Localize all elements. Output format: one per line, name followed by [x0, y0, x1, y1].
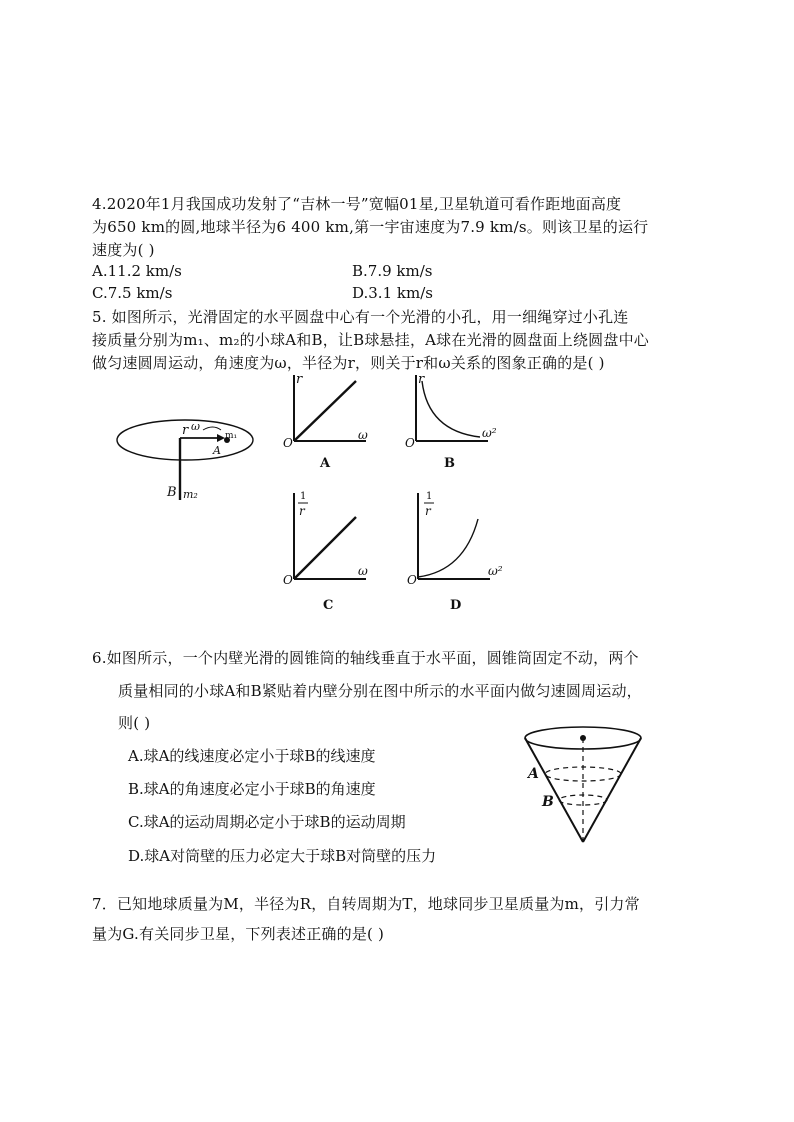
- cone-label-a: A: [528, 766, 539, 782]
- cone-diagram: [520, 718, 650, 848]
- graph-b-ylabel: r: [418, 372, 425, 387]
- q7-line-2: 量为G.有关同步卫星，下列表述正确的是( ): [92, 925, 385, 943]
- q7-line-1: 7．已知地球质量为M，半径为R，自转周期为T，地球同步卫星质量为m，引力常: [92, 895, 640, 913]
- label-r: r: [182, 423, 189, 438]
- graph-b-xlabel: ω²: [482, 426, 497, 440]
- label-omega: ω: [191, 420, 200, 433]
- graph-c-xlabel: ω: [358, 564, 368, 578]
- graph-a-ylabel: r: [296, 372, 303, 387]
- q6-option-d: D.球A对筒壁的压力必定大于球B对筒壁的压力: [128, 847, 437, 865]
- cone-label-b: B: [542, 794, 554, 810]
- cone-right-edge: [583, 738, 641, 842]
- q4-option-a: A.11.2 km/s: [92, 262, 182, 280]
- q4-line-2: 为650 km的圆,地球半径为6 400 km,第一宇宙速度为7.9 km/s。则该卫星的运行: [92, 218, 649, 236]
- label-b: B: [167, 485, 177, 500]
- q6-line-2: 质量相同的小球A和B紧贴着内壁分别在图中所示的水平面内做匀速圆周运动，: [118, 682, 642, 700]
- q5-line-2: 接质量分别为m₁、m₂的小球A和B，让B球悬挂，A球在光滑的圆盘面上绕圆盘中心: [92, 331, 649, 349]
- q6-line-1: 6.如图所示，一个内壁光滑的圆锥筒的轴线垂直于水平面，圆锥筒固定不动，两个: [92, 649, 639, 667]
- label-m2: m₂: [183, 488, 198, 501]
- arrow-head: [217, 434, 225, 442]
- graph-c-ylabel-num: 1: [300, 491, 307, 502]
- graph-d-curve: [418, 519, 478, 577]
- graph-c: [278, 485, 388, 615]
- graph-c-caption: C: [323, 598, 334, 613]
- graph-c-ylabel-den: r: [299, 504, 305, 518]
- q6-option-b: B.球A的角速度必定小于球B的角速度: [128, 780, 376, 798]
- q6-line-3: 则( ): [118, 714, 151, 732]
- q4-line-3: 速度为( ): [92, 241, 155, 259]
- graph-c-curve: [294, 517, 356, 579]
- graph-b-caption: B: [444, 456, 455, 471]
- q6-option-a: A.球A的线速度必定小于球B的线速度: [128, 747, 376, 765]
- graph-d: [402, 485, 522, 615]
- graph-a: [278, 367, 388, 477]
- graph-b-curve: [422, 381, 480, 437]
- graph-b-origin: O: [405, 436, 415, 450]
- disc-diagram: [105, 400, 265, 510]
- label-a: A: [213, 444, 221, 457]
- graph-d-origin: O: [407, 573, 417, 587]
- q4-option-c: C.7.5 km/s: [92, 284, 173, 302]
- cone-apex-dot: [580, 735, 586, 741]
- q5-line-1: 5. 如图所示，光滑固定的水平圆盘中心有一个光滑的小孔，用一细绳穿过小孔连: [92, 308, 629, 326]
- graph-d-ylabel-num: 1: [426, 491, 433, 502]
- graph-a-curve: [294, 381, 356, 441]
- omega-arc: [203, 427, 221, 430]
- graph-d-caption: D: [450, 598, 462, 613]
- label-m1: m₁: [225, 431, 238, 441]
- graph-b: [400, 367, 520, 477]
- q6-option-c: C.球A的运动周期必定小于球B的运动周期: [128, 813, 406, 831]
- graph-a-origin: O: [283, 436, 293, 450]
- cone-left-edge: [525, 738, 583, 842]
- graph-c-origin: O: [283, 573, 293, 587]
- graph-d-xlabel: ω²: [488, 564, 503, 578]
- q4-option-d: D.3.1 km/s: [352, 284, 433, 302]
- graph-a-xlabel: ω: [358, 428, 368, 442]
- q4-option-b: B.7.9 km/s: [352, 262, 433, 280]
- q5-line-3: 做匀速圆周运动，角速度为ω，半径为r，则关于r和ω关系的图象正确的是( ): [92, 354, 605, 372]
- graph-a-caption: A: [320, 456, 331, 471]
- graph-d-ylabel-den: r: [425, 504, 431, 518]
- q4-line-1: 4.2020年1月我国成功发射了“吉林一号”宽幅01星,卫星轨道可看作距地面高度: [92, 195, 622, 213]
